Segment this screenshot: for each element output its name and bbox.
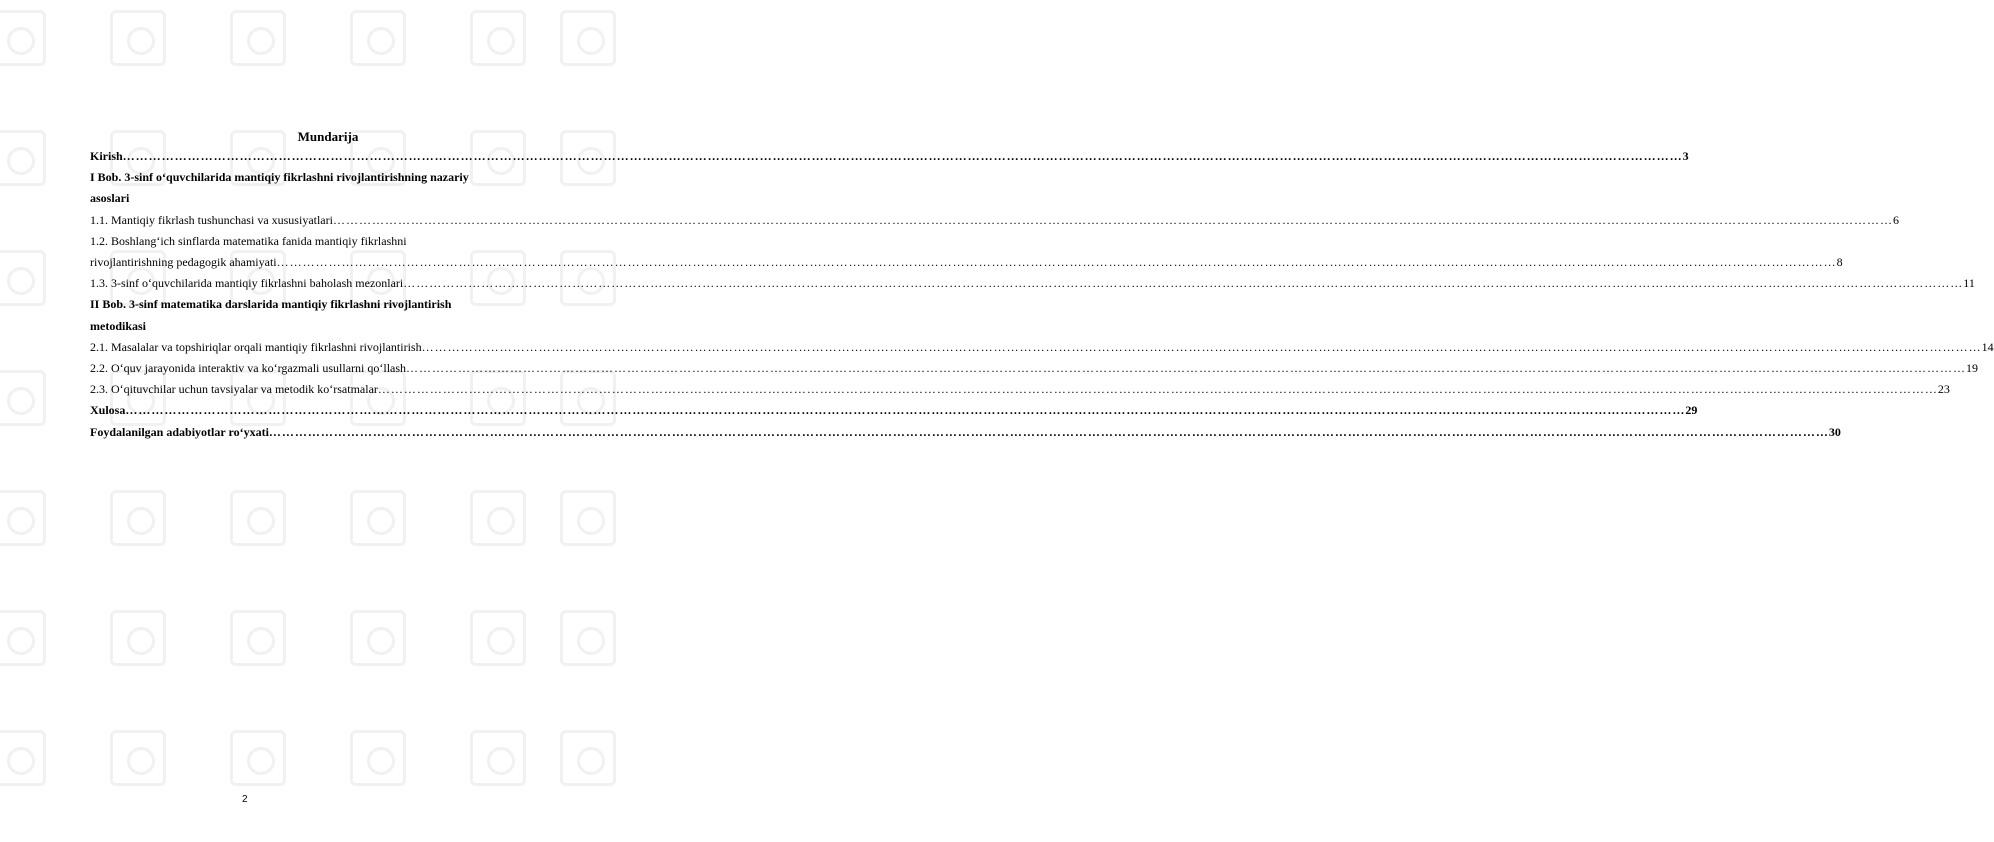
watermark-mark [560, 730, 616, 786]
toc-entry-2-1 [90, 337, 1994, 358]
toc-entry-chapter-1: I Bob. 3-sinf o‘quvchilarida mantiqiy fikrlashni rivojlantirishning nazariy [90, 170, 469, 185]
table-of-contents [90, 128, 1994, 443]
toc-entry-1-1 [90, 210, 1899, 231]
watermark-mark [230, 490, 286, 546]
toc-leader-dots: ……………………………………………………………………………………………………………………………………………………………………………………………………………………………………………………………………………………………………………………………… [276, 255, 1837, 270]
toc-entry-page: 19 [1966, 361, 1979, 376]
toc-entry-page: 29 [1685, 403, 1698, 418]
toc-entry-text: 2.2. O‘quv jarayonida interaktiv va ko‘rgazmali usullarni qo‘llash [90, 361, 407, 376]
watermark-mark [110, 490, 166, 546]
toc-entry-text: 1.3. 3-sinf o‘quvchilarida mantiqiy fikrlashni baholash mezonlari [90, 276, 404, 291]
watermark-mark [0, 370, 46, 426]
watermark-mark [560, 610, 616, 666]
toc-entry-page: 23 [1937, 382, 1950, 397]
toc-entry-text: Foydalanilgan adabiyotlar ro‘yxati [90, 424, 269, 439]
watermark-mark [110, 730, 166, 786]
toc-entry-page: 8 [1836, 255, 1843, 270]
watermark-mark [0, 730, 46, 786]
watermark-mark [0, 490, 46, 546]
watermark-mark [230, 610, 286, 666]
toc-leader-dots: ……………………………………………………………………………………………………………………………………………………………………………………………………………………………………………………………………………………………………………………………… [377, 382, 1938, 397]
toc-entry-kirish [90, 146, 1689, 167]
toc-entry-references [90, 422, 1841, 443]
toc-entry-page: 3 [1682, 149, 1689, 163]
toc-leader-dots: ……………………………………………………………………………………………………………………………………………………………………………………………………………………………………………………………………………………………………………………………… [268, 424, 1829, 439]
toc-entry-xulosa [90, 400, 1698, 421]
toc-entry-chapter-2: II Bob. 3-sinf matematika darslarida mantiqiy fikrlashni rivojlantirish [90, 297, 452, 312]
toc-entry-2-2 [90, 358, 1979, 379]
toc-entry-text: rivojlantirishning pedagogik ahamiyati [90, 255, 277, 270]
watermark-mark [470, 10, 526, 66]
toc-entry-text: 2.3. O‘qituvchilar uchun tavsiyalar va metodik ko‘rsatmalar [90, 382, 378, 397]
toc-entry-chapter-2-cont: metodikasi [90, 318, 147, 333]
page-number: 2 [242, 794, 248, 805]
watermark-mark [230, 10, 286, 66]
toc-leader-dots: ……………………………………………………………………………………………………………………………………………………………………………………………………………………………………………………………………………………………………………………………… [421, 339, 1982, 354]
toc-entry-page: 14 [1981, 339, 1994, 354]
toc-entry-chapter-1-cont: asoslari [90, 191, 130, 206]
watermark-mark [350, 730, 406, 786]
toc-entry-text: 1.1. Mantiqiy fikrlash tushunchasi va xususiyatlari [90, 212, 333, 227]
watermark-mark [470, 730, 526, 786]
toc-entry-1-2: 1.2. Boshlang‘ich sinflarda matematika fanida mantiqiy fikrlashni [90, 233, 407, 248]
watermark-mark [350, 490, 406, 546]
watermark-mark [560, 490, 616, 546]
toc-entry-2-3 [90, 379, 1950, 400]
toc-entry-text: Xulosa [90, 403, 126, 418]
watermark-mark [0, 10, 46, 66]
toc-entry-page: 6 [1892, 212, 1899, 227]
watermark-mark [0, 250, 46, 306]
toc-leader-dots: ……………………………………………………………………………………………………………………………………………………………………………………………………………………………………………………………………………………………………………………………… [125, 403, 1686, 418]
watermark-mark [470, 490, 526, 546]
toc-entry-text: 2.1. Masalalar va topshiriqlar orqali mantiqiy fikrlashni rivojlantirish [90, 339, 422, 354]
toc-leader-dots: ……………………………………………………………………………………………………………………………………………………………………………………………………………………………………………………………………………………………………………………………… [406, 361, 1967, 376]
watermark-mark [0, 610, 46, 666]
watermark-mark [560, 10, 616, 66]
toc-entry-page: 30 [1828, 424, 1841, 439]
toc-entry-text: Kirish [90, 149, 123, 163]
toc-leader-dots: ……………………………………………………………………………………………………………………………………………………………………………………………………………………………………………………………………………………………………………………………… [332, 212, 1893, 227]
toc-leader-dots: ……………………………………………………………………………………………………………………………………………………………………………………………………………………………………………………………………………………………………………………………… [122, 149, 1683, 163]
watermark-mark [110, 610, 166, 666]
watermark-mark [350, 610, 406, 666]
toc-leader-dots: ……………………………………………………………………………………………………………………………………………………………………………………………………………………………………………………………………………………………………………………………… [403, 276, 1964, 291]
toc-entry-page: 11 [1963, 276, 1975, 291]
watermark-mark [470, 610, 526, 666]
watermark-mark [0, 130, 46, 186]
toc-title: Mundarija [297, 129, 359, 144]
watermark-mark [110, 10, 166, 66]
toc-entry-1-2-cont [90, 252, 1843, 273]
watermark-mark [350, 10, 406, 66]
watermark-mark [230, 730, 286, 786]
toc-entry-1-3 [90, 273, 1975, 294]
